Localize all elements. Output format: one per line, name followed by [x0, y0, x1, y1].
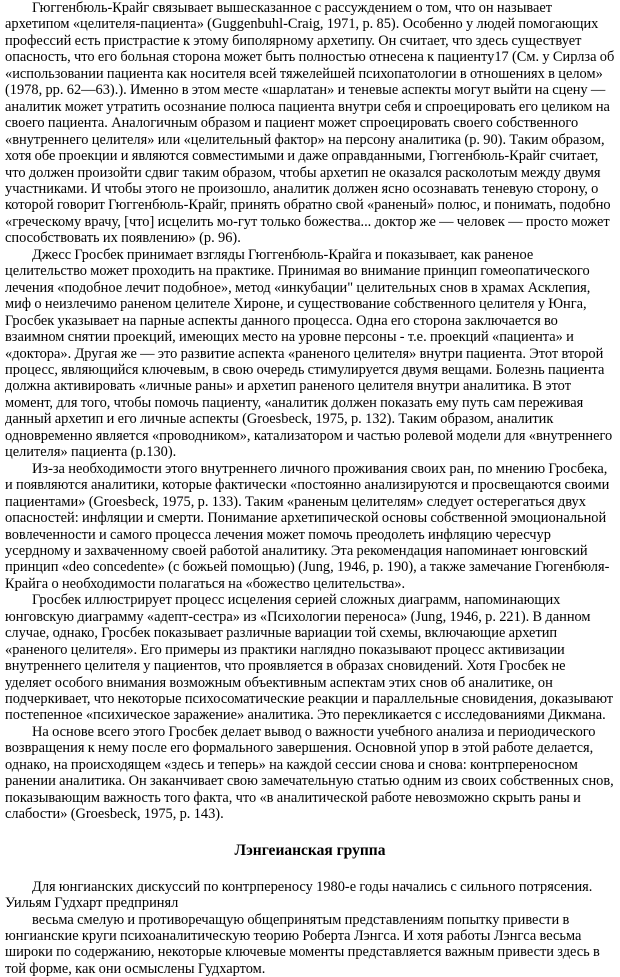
paragraph-goodheart-intro: Для юнгианских дискуссий по контрпереносу 1980-е годы начались с сильного потрясения. Уильям Гудхарт предпринял	[5, 878, 593, 912]
paragraph-guggenbuhl: Гюггенбюль-Крайг связывает вышесказанное с рассуждением о том, что он называет архетипом «целителя-пациента» (Guggenbuhl-Craig, 1971, p. 85). Особенно у людей помогающих профессий есть пристрастие к этому биполярному архетипу. Он считает, что здесь существует опасность, что его больная сторона может быть полностью отнесена к пациенту17 (См. у Сирлза об «использовании пациента как носителя всей тяжелейшей психопатологии в отношениях в целом» (1978, pp. 62—63).). Именно в этом месте «шарлатан» и теневые аспекты могут выйти на сцену — аналитик может утратить осознание полюса пациента внутри себя и спроецировать его целиком на своего пациента. Аналогичным образом и пациент может спроецировать своего собственного «внутреннего целителя» или «целительный фактор» на персону аналитика (p. 90). Таким образом, хотя обе проекции и являются совместимыми и даже оправданными, Гюггенбюль-Крайг считает, что должен произойти сдвиг таким образом, чтобы архетип не оказался расколотым между двумя участниками. И чтобы этого не произошло, аналитик должен ясно осознавать теневую сторону, о которой говорит Гюггенбюль-Крайг, принять обратно свой «раненый» полюс, и понимать, подобно «греческому врачу, [что] исцелить мо-гут только божества... доктор же — человек — просто может способствовать их появлению» (p. 96).	[5, 0, 615, 247]
paragraph-groesbeck-diagrams: Гросбек иллюстрирует процесс исцеления серией сложных диаграмм, напоминающих юнговскую диаграмму «адепт-сестра» из «Психологии переноса» (Jung, 1946, p. 221). В данном случае, однако, Гросбек показывает различные вариации той схемы, включающие архетип «раненого целителя». Его примеры из практики наглядно показывают процесс активизации внутреннего целителя у пациентов, что проявляется в образах сновидений. Хотя Гросбек не уделяет особого внимания возможным объективным аспектам этих снов об аналитике, он подчеркивает, что некоторые психосоматические реакции и параллельные сновидения, доказывают постепенное «психическое заражение» аналитика. Это перекликается с исследованиями Дикмана.	[5, 592, 614, 724]
section-heading: Лэнгеианская группа	[234, 841, 386, 859]
paragraph-groesbeck-dangers: Из-за необходимости этого внутреннего личного проживания своих ран, по мнению Гросбека, и появляются аналитики, которые фактически «постоянно анализируются и просвещаются своими пациентами» (Groesbeck, 1975, p. 133). Таким «раненым целителям» следует остерегаться двух опасностей: инфляции и смерти. Понимание архетипической основы собственной эмоциональной вовлеченности и самого процесса лечения может помочь преодолеть инфляцию чересчур усердному и захваченному своей работой аналитику. Эта рекомендация напоминает юнговский принцип «deo concedente» (с божьей помощью) (Jung, 1946, p. 190), а также замечание Гюгенбюля-Крайга о необходимости полагаться на «божество целительства».	[5, 460, 610, 592]
document-page	[5, 0, 615, 977]
paragraph-groesbeck-conclusion: На основе всего этого Гросбек делает вывод о важности учебного анализа и периодического возвращения к нему после его формального завершения. Основной упор в этой работе делается, однако, на происходящем «здесь и теперь» на каждой сессии снова и снова: контрпереносном ранении аналитика. Он заканчивает свою замечательную статью одним из своих собственных снов, показывающим важность того факта, что «в аналитической работе невозможно скрыть раны и слабости» (Groesbeck, 1975, p. 143).	[5, 723, 614, 823]
paragraph-goodheart-langs: весьма смелую и противоречащую общепринятым представлениям попытку привести в юнгианские круги психоаналитическую теорию Роберта Лэнгса. И хотя работы Лэнгса весьма широки по содержанию, некоторые ключевые моменты представляется важным привести здесь в той форме, как они осмыслены Гудхартом.	[5, 911, 600, 977]
paragraph-groesbeck-intro: Джесс Гросбек принимает взгляды Гюггенбюль-Крайга и показывает, как раненое целительство может проходить на практике. Принимая во внимание принцип гомеопатического лечения «подобное лечит подобное», метод «инкубации" целительных снов в храмах Асклепия, миф о неизлечимо раненом целителе Хироне, и существование собственного целителя у Юнга, Гросбек указывает на парные аспекты данного процесса. Одна его сторона заключается во взаимном снятии проекций, имеющих место на уровне персоны - т.е. проекций «пациента» и «доктора». Другая же — это развитие аспекта «раненого целителя» внутри пациента. Этот второй процесс, являющийся ключевым, в свою очередь стимулируется двумя вещами. Болезнь пациента должна активировать «личные раны» и архетип раненого целителя внутри аналитика. В этот момент, для того, чтобы помочь пациенту, «аналитик должен показать ему путь сам переживая данный архетип и его личные аспекты (Groesbeck, 1975, p. 132). Таким образом, аналитик одновременно является «проводником», катализатором и частью ролевой модели для «внутреннего целителя» пациента (p.130).	[5, 246, 613, 461]
